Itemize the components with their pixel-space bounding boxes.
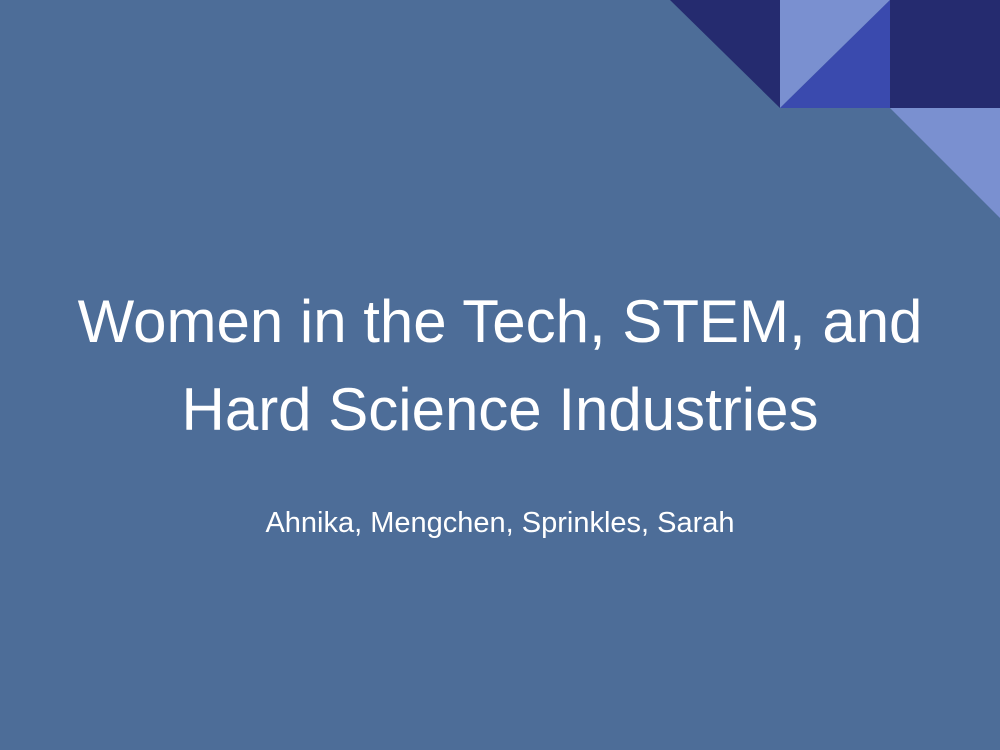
decoration-lower-light-triangle <box>890 108 1000 218</box>
decoration-dark-block-right <box>890 0 1000 108</box>
slide-subtitle: Ahnika, Mengchen, Sprinkles, Sarah <box>265 507 735 539</box>
slide-title <box>0 278 1000 454</box>
decoration-dark-triangle-left <box>670 0 780 108</box>
slide-title-line-1: Women in the Tech, STEM, and <box>77 288 923 355</box>
corner-decoration <box>670 0 1000 220</box>
slide-title-line-2: Hard Science Industries <box>181 376 819 443</box>
